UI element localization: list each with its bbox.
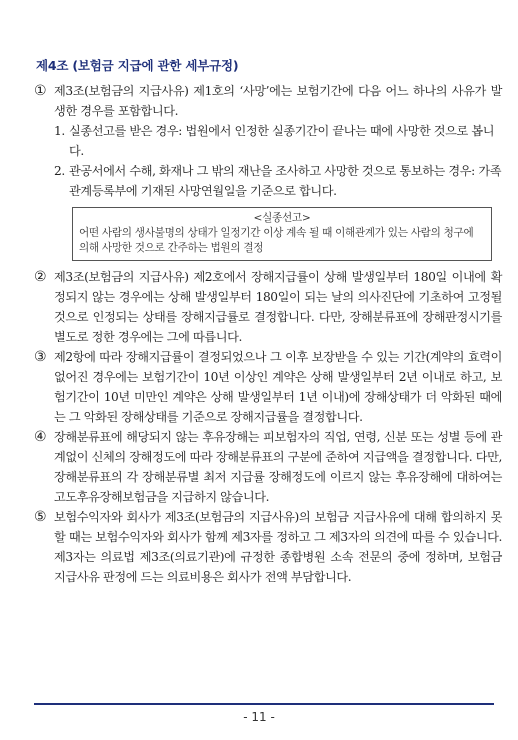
- footer-rule: [34, 703, 494, 705]
- clause-text: 제3조(보험금의 지급사유) 제1호의 ‘사망’에는 보험기간에 다음 어느 하나의 사유가 발생한 경우를 포함합니다.: [54, 84, 502, 118]
- clause-2: [34, 267, 502, 347]
- note-text: 어떤 사람의 생사불명의 상태가 일정기간 이상 계속 될 때 이해관계가 있는 사람의 청구에 의해 사망한 것으로 간주하는 법원의 결정: [79, 227, 474, 254]
- document-page: [34, 56, 502, 587]
- clause-1-item-1: [54, 121, 502, 161]
- clause-text: 장해분류표에 해당되지 않는 후유장해는 피보험자의 직업, 연령, 신분 또는 성별 등에 관계없이 신체의 장해정도에 따라 장해분류표의 구분에 준하여 지급액을 결정합니다. 다만, 장해분류표의 각 장해분류별 최저 지급률 장해정도에 이르지 않는 후유장해에 대하여는 고도후유장해보험금을 지급하지 않습니다.: [54, 430, 502, 504]
- item-text: 관공서에서 수해, 화재나 그 밖의 재난을 조사하고 사망한 것으로 통보하는 경우: 가족관계등록부에 기재된 사망연월일을 기준으로 합니다.: [69, 164, 502, 198]
- clause-5: [34, 507, 502, 587]
- item-text: 실종선고를 받은 경우: 법원에서 인정한 실종기간이 끝나는 때에 사망한 것으로 봅니다.: [69, 124, 495, 158]
- clause-4: [34, 427, 502, 507]
- clause-1: [34, 81, 502, 121]
- article-title: 제4조 (보험금 지급에 관한 세부규정): [36, 58, 239, 73]
- clause-number: ④: [34, 429, 47, 445]
- clause-number: ②: [34, 269, 47, 285]
- clause-number: ①: [34, 83, 47, 99]
- clause-text: 제2항에 따라 장해지급률이 결정되었으나 그 이후 보장받을 수 있는 기간(계약의 효력이 없어진 경우에는 보험기간이 10년 이상인 계약은 상해 발생일부터 2년 이내로 하고, 보험기간이 10년 미만인 계약은 상해 발생일부터 1년 이내)에 장해상태가 더 악화된 때에는 그 악화된 장해상태를 기준으로 장해지급률을 결정합니다.: [54, 350, 502, 424]
- clause-text: 보험수익자와 회사가 제3조(보험금의 지급사유)의 보험금 지급사유에 대해 합의하지 못할 때는 보험수익자와 회사가 함께 제3자를 정하고 그 제3자의 의견에 따를 수 있습니다. 제3자는 의료법 제3조(의료기관)에 규정한 종합병원 소속 전문의 중에 정하며, 보험금 지급사유 판정에 드는 의료비용은 회사가 전액 부담합니다.: [54, 510, 502, 584]
- clause-number: ⑤: [34, 509, 47, 525]
- definition-note-box: [72, 207, 492, 261]
- item-number: 2.: [54, 164, 65, 178]
- clause-number: ③: [34, 349, 47, 365]
- clause-text: 제3조(보험금의 지급사유) 제2호에서 장해지급률이 상해 발생일부터 180일 이내에 확정되지 않는 경우에는 상해 발생일부터 180일이 되는 날의 의사진단에 기초하여 고정될 것으로 인정되는 상태를 장해지급률로 결정합니다. 다만, 장해분류표에 장해판정시기를 별도로 정한 경우에는 그에 따릅니다.: [54, 270, 502, 344]
- note-title: <실종선고>: [253, 212, 311, 224]
- clause-3: [34, 347, 502, 427]
- page-number: - 11 -: [243, 710, 275, 724]
- item-number: 1.: [54, 124, 65, 138]
- clause-1-item-2: [54, 161, 502, 201]
